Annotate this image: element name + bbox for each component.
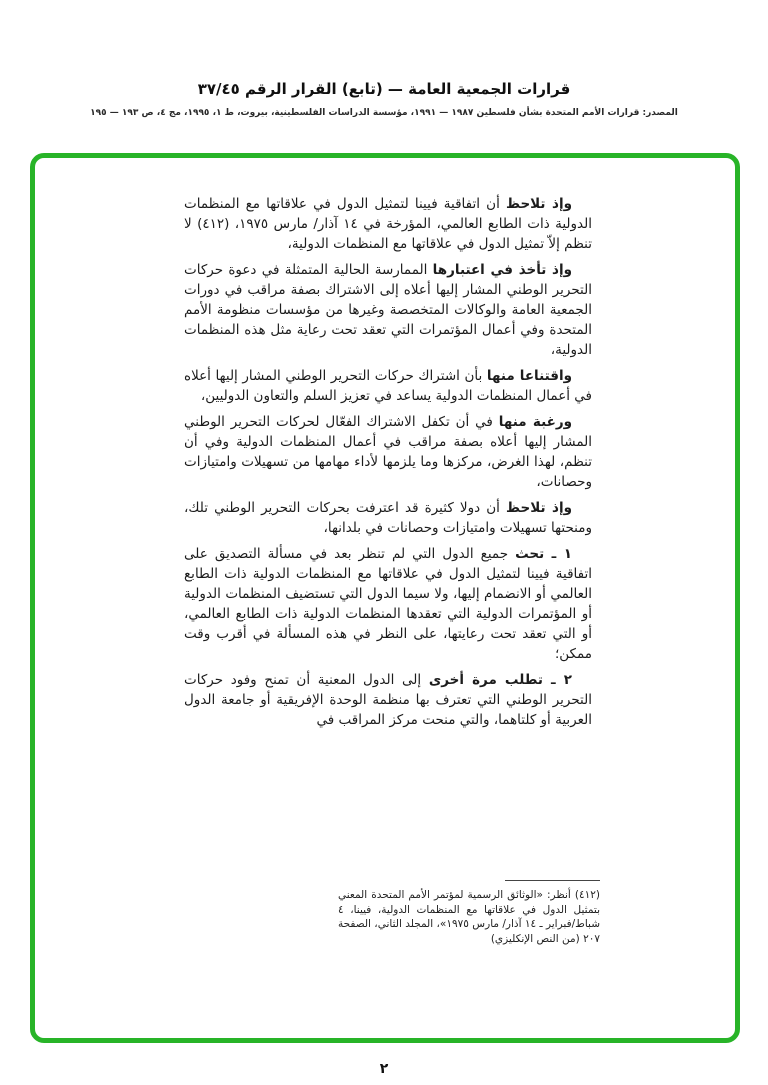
paragraph-lead: ٢ ـ تطلب مرة أخرى xyxy=(428,672,572,688)
paragraph-text: بأن اشتراك حركات التحرير الوطني المشار إليها أعلاه في أعمال المنظمات الدولية يساعد في تعزيز السلم والتعاون الدوليين، xyxy=(184,368,592,404)
paragraph xyxy=(184,366,592,406)
paragraph-lead: وإذ تأخذ في اعتبارها xyxy=(432,262,572,278)
paragraph-lead: وإذ تلاحظ xyxy=(506,500,572,516)
paragraph-text: في أن تكفل الاشتراك الفعّال لحركات التحرير الوطني المشار إليها أعلاه بصفة مراقب في أعمال المنظمات الدولية وفي أن تنظم، لهذا الغرض، مركزها وما يلزمها لأداء مهامها من تسهيلات وامتيازات وحصانات، xyxy=(184,414,592,490)
footnote-separator xyxy=(505,880,600,881)
paragraph xyxy=(184,412,592,492)
paragraph-numbered-2 xyxy=(184,670,592,730)
footnote-marker: (٤١٢) xyxy=(574,889,600,901)
paragraph-lead: ورغبة منها xyxy=(498,414,572,430)
paragraph xyxy=(184,194,592,254)
paragraph-text: الممارسة الحالية المتمثلة في دعوة حركات التحرير الوطني المشار إليها أعلاه إلى الاشتراك بصفة مراقب في دورات الجمعية العامة والوكالات المتخصصة وغيرها من مؤسسات منظومة الأمم المتحدة وفي أعمال المؤتمرات التي تعقد تحت رعاية مثل هذه المنظمات الدولية، xyxy=(184,262,592,358)
paragraph-numbered-1 xyxy=(184,544,592,664)
source-line: المصدر: قرارات الأمم المتحدة بشأن فلسطين ١٩٨٧ — ١٩٩١، مؤسسة الدراسات الفلسطينية، بيروت، ط ١، ١٩٩٥، مج ٤، ص ١٩٣ — ١٩٥ xyxy=(90,108,678,118)
document-title: قرارات الجمعية العامة — (تابع) القرار الرقم ٣٧/٤٥ xyxy=(197,80,571,98)
paragraph-text: أن دولا كثيرة قد اعترفت بحركات التحرير الوطني تلك، ومنحتها تسهيلات وامتيازات وحصانات في بلدانها، xyxy=(184,500,592,536)
paragraph-lead: وإذ تلاحظ xyxy=(505,196,572,212)
paragraph xyxy=(184,498,592,538)
paragraph-lead: ١ ـ تحث xyxy=(515,546,572,562)
paragraph-text: أن اتفاقية فيينا لتمثيل الدول في علاقاتها مع المنظمات الدولية ذات الطابع العالمي، المؤرخة في ١٤ آذار/ مارس ١٩٧٥، (٤١٢) لا تنظم إلاّ تمثيل الدول في علاقاتها مع المنظمات الدولية، xyxy=(184,196,593,252)
content-frame xyxy=(30,153,740,1043)
paragraph xyxy=(184,260,592,360)
footnote-text: أنظر: «الوثائق الرسمية لمؤتمر الأمم المتحدة المعني بتمثيل الدول في علاقاتها مع المنظمات الدولية، فيينا، ٤ شباط/فبراير ـ ١٤ آذار/ مارس ١٩٧٥»، المجلد الثاني، الصفحة ٢٠٧ (من النص الإنكليزي) xyxy=(338,889,600,945)
footnote-area xyxy=(338,880,600,946)
document-body xyxy=(184,194,592,736)
paragraph-text: إلى الدول المعنية أن تمنح وفود حركات التحرير الوطني التي تعترف بها منظمة الوحدة الإفريقية أو جامعة الدول العربية أو كلتاهما، والتي منحت مركز المراقب في xyxy=(184,672,592,728)
footnote xyxy=(338,888,600,946)
page-number: ٢ xyxy=(379,1061,389,1077)
paragraph-lead: واقتناعا منها xyxy=(486,368,572,384)
paragraph-text: جميع الدول التي لم تنظر بعد في مسألة التصديق على اتفاقية فيينا لتمثيل الدول في علاقاتها مع المنظمات الدولية ذات الطابع العالمي أو الانضمام إليها، ولا سيما الدول التي تستضيف المنظمات الدولية أو المؤتمرات الدولية التي تعقدها المنظمات الدولية ذات الطابع العالمي، أو التي تعقد تحت رعايتها، على النظر في هذه المسألة في أقرب وقت ممكن؛ xyxy=(184,546,592,662)
